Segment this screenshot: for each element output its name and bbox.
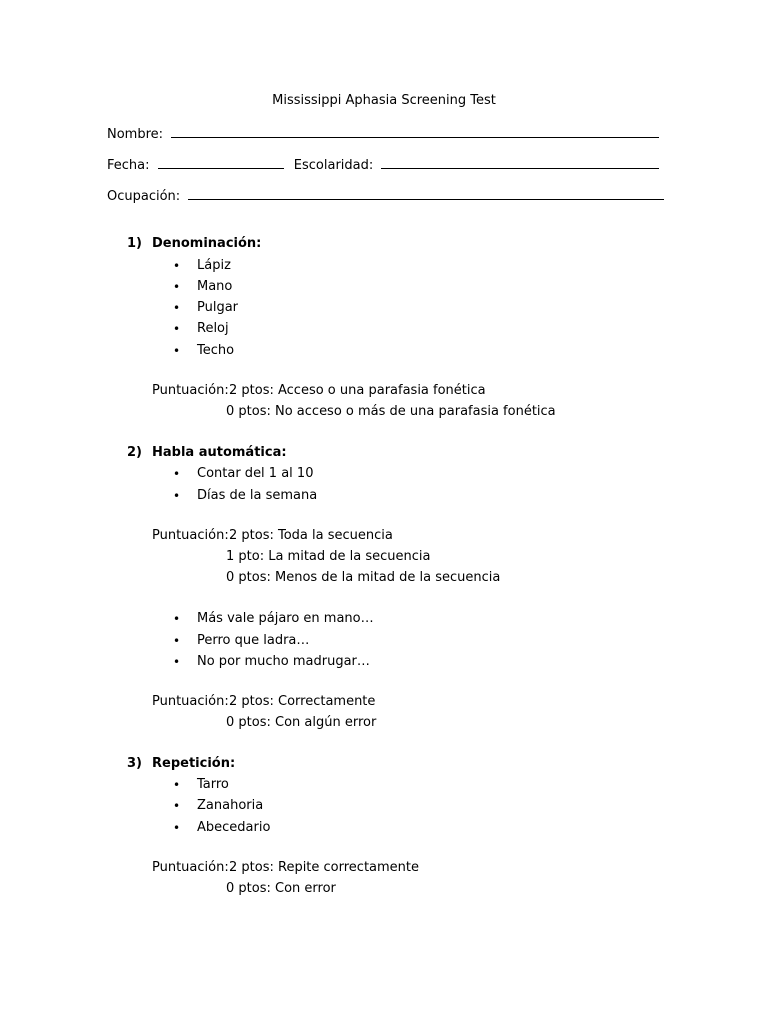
- bullet-icon: •: [173, 778, 181, 792]
- nombre-blank-line: [171, 124, 659, 138]
- list-item: Más vale pájaro en mano…: [197, 611, 374, 626]
- list-item: Abecedario: [197, 820, 271, 835]
- bullet-icon: •: [173, 467, 181, 481]
- bullet-icon: •: [173, 634, 181, 648]
- bullet-icon: •: [173, 612, 181, 626]
- score-line: 0 ptos: Menos de la mitad de la secuencia: [226, 570, 501, 585]
- score-line: 1 pto: La mitad de la secuencia: [226, 549, 431, 564]
- section-number: 2): [127, 445, 142, 460]
- score-label: Puntuación:: [152, 860, 229, 875]
- score-line: 2 ptos: Correctamente: [229, 694, 376, 709]
- list-item: Pulgar: [197, 300, 239, 315]
- fecha-blank-line: [158, 155, 284, 169]
- bullet-icon: •: [173, 280, 181, 294]
- list-item: Mano: [197, 279, 233, 294]
- ocupacion-blank-line: [188, 186, 664, 200]
- escolaridad-blank-line: [381, 155, 659, 169]
- score-label: Puntuación:: [152, 383, 229, 398]
- section-number: 1): [127, 236, 142, 251]
- ocupacion-label: Ocupación:: [107, 189, 181, 204]
- bullet-icon: •: [173, 344, 181, 358]
- list-item: No por mucho madrugar…: [197, 654, 370, 669]
- nombre-field: [107, 124, 659, 143]
- bullet-icon: •: [173, 821, 181, 835]
- list-item: Perro que ladra…: [197, 633, 310, 648]
- list-item: Techo: [197, 343, 235, 358]
- document-title: Mississippi Aphasia Screening Test: [272, 93, 496, 108]
- section-number: 3): [127, 756, 142, 771]
- list-item: Días de la semana: [197, 488, 318, 503]
- score-line: 2 ptos: Repite correctamente: [229, 860, 420, 875]
- fecha-label: Fecha:: [107, 158, 150, 173]
- fecha-escolaridad-row: [107, 155, 659, 174]
- bullet-icon: •: [173, 301, 181, 315]
- list-item: Reloj: [197, 321, 229, 336]
- ocupacion-field: [107, 186, 664, 205]
- nombre-label: Nombre:: [107, 127, 164, 142]
- score-line: 0 ptos: Con error: [226, 881, 336, 896]
- score-label: Puntuación:: [152, 528, 229, 543]
- bullet-icon: •: [173, 489, 181, 503]
- score-line: 2 ptos: Acceso o una parafasia fonética: [229, 383, 486, 398]
- section-heading: Repetición:: [152, 756, 236, 771]
- list-item: Tarro: [197, 777, 229, 792]
- section-heading: Habla automática:: [152, 445, 287, 460]
- list-item: Contar del 1 al 10: [197, 466, 314, 481]
- score-label: Puntuación:: [152, 694, 229, 709]
- list-item: Zanahoria: [197, 798, 264, 813]
- bullet-icon: •: [173, 799, 181, 813]
- escolaridad-label: Escolaridad:: [293, 158, 374, 173]
- score-line: 2 ptos: Toda la secuencia: [229, 528, 393, 543]
- section-heading: Denominación:: [152, 236, 262, 251]
- score-line: 0 ptos: No acceso o más de una parafasia fonética: [226, 404, 556, 419]
- bullet-icon: •: [173, 655, 181, 669]
- bullet-icon: •: [173, 322, 181, 336]
- bullet-icon: •: [173, 259, 181, 273]
- score-line: 0 ptos: Con algún error: [226, 715, 377, 730]
- list-item: Lápiz: [197, 258, 231, 273]
